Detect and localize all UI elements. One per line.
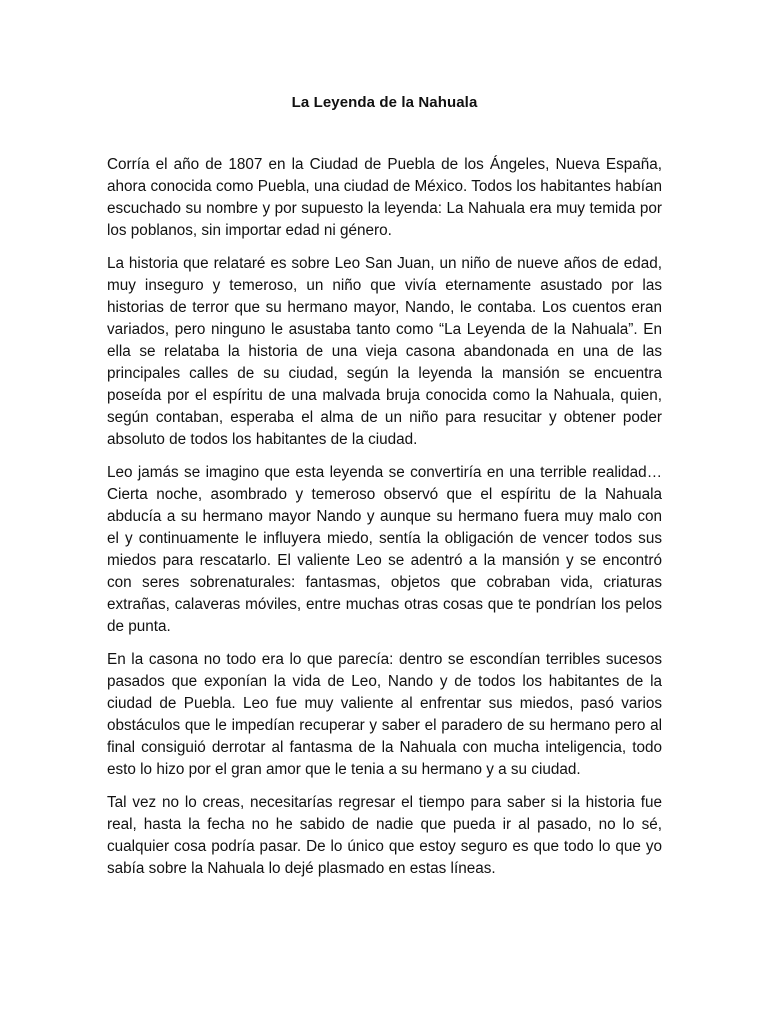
paragraph-5: Tal vez no lo creas, necesitarías regresar el tiempo para saber si la historia fue real, hasta la fecha no he sabido de nadie que pueda ir al pasado, no lo sé, cualquier cosa podría pasar. De lo único que estoy seguro es que todo lo que yo sabía sobre la Nahuala lo dejé plasmado en estas líneas. [107,794,662,877]
document-page [107,0,662,1024]
paragraph-4: En la casona no todo era lo que parecía: dentro se escondían terribles sucesos pasados que exponían la vida de Leo, Nando y de todos los habitantes de la ciudad de Puebla. Leo fue muy valiente al enfrentar sus miedos, pasó varios obstáculos que le impedían recuperar y saber el paradero de su hermano pero al final consiguió derrotar al fantasma de la Nahuala con mucha inteligencia, todo esto lo hizo por el gran amor que le tenia a su hermano y a su ciudad. [107,651,662,778]
paragraph-1: Corría el año de 1807 en la Ciudad de Puebla de los Ángeles, Nueva España, ahora conocida como Puebla, una ciudad de México. Todos los habitantes habían escuchado su nombre y por supuesto la leyenda: La Nahuala era muy temida por los poblanos, sin importar edad ni género. [107,156,662,239]
paragraph-3: Leo jamás se imagino que esta leyenda se convertiría en una terrible realidad… Cierta noche, asombrado y temeroso observó que el espíritu de la Nahuala abducía a su hermano mayor Nando y aunque su hermano fuera muy malo con el y continuamente le influyera miedo, sentía la obligación de vencer todos sus miedos para rescatarlo. El valiente Leo se adentró a la mansión y se encontró con seres sobrenaturales: fantasmas, objetos que cobraban vida, criaturas extrañas, calaveras móviles, entre muchas otras cosas que te pondrían los pelos de punta. [107,464,662,635]
document-body [107,154,662,891]
paragraph-2: La historia que relataré es sobre Leo San Juan, un niño de nueve años de edad, muy inseguro y temeroso, un niño que vivía eternamente asustado por las historias de terror que su hermano mayor, Nando, le contaba. Los cuentos eran variados, pero ninguno le asustaba tanto como “La Leyenda de la Nahuala”. En ella se relataba la historia de una vieja casona abandonada en una de las principales calles de su ciudad, según la leyenda la mansión se encuentra poseída por el espíritu de una malvada bruja conocida como la Nahuala, quien, según contaban, esperaba el alma de un niño para resucitar y obtener poder absoluto de todos los habitantes de la ciudad. [107,255,662,448]
document-title: La Leyenda de la Nahuala [291,94,478,111]
